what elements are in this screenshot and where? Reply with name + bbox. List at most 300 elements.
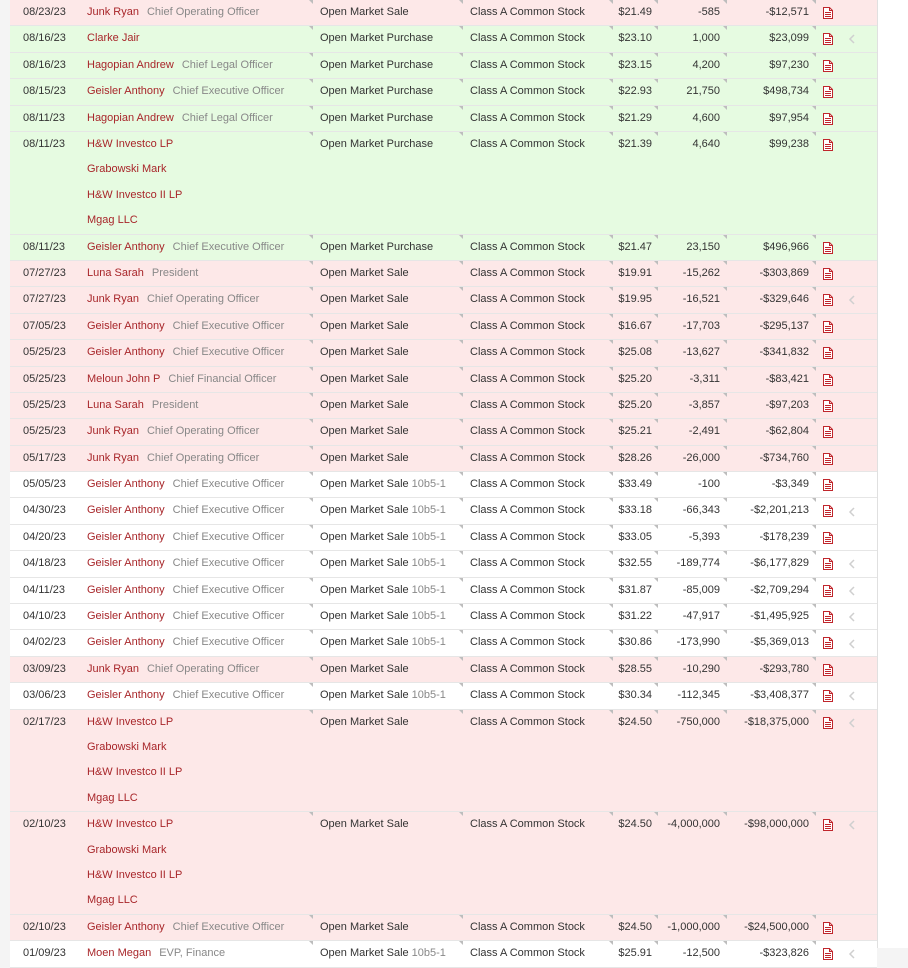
insider-name-link[interactable]: Junk Ryan (87, 293, 139, 306)
security-type: Class A Common Stock (470, 662, 585, 675)
table-row[interactable] (10, 393, 877, 419)
trade-date: 07/27/23 (23, 293, 66, 306)
insider-title: President (151, 398, 199, 411)
insider-title: Chief Operating Officer (146, 662, 260, 675)
quantity: -16,521 (682, 293, 720, 306)
insider-name-link[interactable]: Geisler Anthony (87, 557, 165, 570)
transaction-type: Open Market Purchase (320, 240, 434, 253)
insider-name-link[interactable]: H&W Investco II LP (87, 188, 183, 201)
table-row[interactable] (10, 287, 877, 313)
document-icon[interactable] (823, 922, 833, 934)
row-line (10, 0, 877, 25)
transaction-type: Open Market Sale 10b5-1 (320, 610, 446, 623)
insider-cell (87, 0, 259, 25)
security-type: Class A Common Stock (470, 451, 585, 464)
value: -$329,646 (759, 293, 809, 306)
row-line (10, 261, 877, 286)
security-type: Class A Common Stock (470, 583, 585, 596)
insider-name-link[interactable]: Geisler Anthony (87, 240, 165, 253)
trade-date: 04/02/23 (23, 636, 66, 649)
security-type: Class A Common Stock (470, 818, 585, 831)
price: $22.93 (618, 85, 652, 98)
document-icon[interactable] (823, 113, 833, 125)
quantity: -10,290 (682, 662, 720, 675)
value: -$3,349 (771, 478, 809, 491)
value: -$178,239 (759, 530, 809, 543)
row-line (10, 472, 877, 497)
insider-name-link[interactable]: Geisler Anthony (87, 346, 165, 359)
insider-title: EVP, Finance (159, 947, 226, 960)
value: -$2,201,213 (750, 504, 809, 517)
chevron-left-icon[interactable] (845, 818, 859, 832)
value: -$97,203 (765, 398, 809, 411)
security-type: Class A Common Stock (470, 137, 585, 150)
value: -$295,137 (759, 319, 809, 332)
insider-cell (87, 419, 259, 444)
insider-title: Chief Executive Officer (172, 240, 285, 253)
quantity: -585 (697, 6, 720, 18)
trade-date: 07/05/23 (23, 319, 66, 332)
insider-title: Chief Executive Officer (172, 689, 285, 702)
table-row[interactable] (10, 53, 877, 79)
document-icon[interactable] (823, 7, 833, 19)
value: $97,230 (769, 58, 809, 71)
row-line (10, 446, 877, 471)
transaction-type: Open Market Sale 10b5-1 (320, 530, 446, 543)
row-line (10, 498, 877, 523)
table-row[interactable] (10, 340, 877, 366)
table-row[interactable] (10, 132, 877, 235)
insider-name-link[interactable]: Junk Ryan (87, 662, 139, 675)
insider-name-link[interactable]: Geisler Anthony (87, 920, 165, 933)
row-line (10, 760, 877, 785)
insider-name-link[interactable]: Clarke Jair (87, 32, 140, 45)
transaction-type: Open Market Sale (320, 346, 409, 359)
security-type: Class A Common Stock (470, 920, 585, 933)
quantity: -13,627 (682, 346, 720, 359)
security-type: Class A Common Stock (470, 636, 585, 649)
row-line (10, 157, 877, 182)
insider-name-link[interactable]: H&W Investco II LP (87, 766, 183, 779)
table-row[interactable] (10, 446, 877, 472)
trade-date: 05/05/23 (23, 478, 66, 491)
insider-name-link[interactable]: Geisler Anthony (87, 504, 165, 517)
security-type: Class A Common Stock (470, 689, 585, 702)
chevron-left-icon[interactable] (845, 947, 859, 961)
table-row[interactable] (10, 604, 877, 630)
insider-title: Chief Executive Officer (172, 530, 285, 543)
table-row[interactable] (10, 106, 877, 132)
price: $23.15 (618, 58, 652, 71)
insider-title: Chief Executive Officer (172, 920, 285, 933)
insider-title: Chief Operating Officer (146, 6, 260, 18)
quantity: -26,000 (682, 451, 720, 464)
insider-title: Chief Executive Officer (172, 557, 285, 570)
row-line (10, 786, 877, 811)
row-line (10, 812, 877, 837)
trade-date: 04/30/23 (23, 504, 66, 517)
value: -$24,500,000 (744, 920, 809, 933)
price: $25.91 (618, 947, 652, 960)
value: $99,238 (769, 137, 809, 150)
insider-cell (87, 657, 259, 682)
insider-cell (87, 915, 284, 940)
insider-name-link[interactable]: Hagopian Andrew (87, 58, 174, 71)
insider-cell (87, 314, 284, 339)
insider-cell (87, 863, 182, 888)
quantity: -17,703 (682, 319, 720, 332)
document-icon[interactable] (823, 294, 833, 306)
value: -$323,826 (759, 947, 809, 960)
value: -$1,495,925 (750, 610, 809, 623)
document-icon[interactable] (823, 690, 833, 702)
insider-cell (87, 235, 284, 260)
transaction-type: Open Market Purchase (320, 32, 434, 45)
insider-cell (87, 106, 273, 131)
insider-cell (87, 79, 284, 104)
transaction-type: Open Market Sale 10b5-1 (320, 504, 446, 517)
insider-name-link[interactable]: Geisler Anthony (87, 319, 165, 332)
table-row[interactable] (10, 630, 877, 656)
document-icon[interactable] (823, 426, 833, 438)
trade-date: 08/16/23 (23, 58, 66, 71)
quantity: -1,000,000 (667, 920, 720, 933)
document-icon[interactable] (823, 611, 833, 623)
insider-name-link[interactable]: Mgag LLC (87, 214, 138, 227)
table-row[interactable] (10, 367, 877, 393)
trade-date: 07/27/23 (23, 266, 66, 279)
table-row[interactable] (10, 472, 877, 498)
value: $97,954 (769, 111, 809, 124)
insider-title: Chief Legal Officer (181, 58, 273, 71)
row-line (10, 838, 877, 863)
document-icon[interactable] (823, 321, 833, 333)
price: $28.26 (618, 451, 652, 464)
value: -$98,000,000 (744, 818, 809, 831)
insider-name-link[interactable]: Grabowski Mark (87, 843, 167, 856)
quantity: 4,600 (692, 111, 720, 124)
table-row[interactable] (10, 314, 877, 340)
price: $24.50 (618, 818, 652, 831)
transaction-type: Open Market Sale (320, 715, 409, 728)
insider-name-link[interactable]: Geisler Anthony (87, 689, 165, 702)
insider-cell (87, 838, 166, 863)
quantity: -173,990 (676, 636, 720, 649)
document-icon[interactable] (823, 479, 833, 491)
table-row[interactable] (10, 915, 877, 941)
insider-name-link[interactable]: Moen Megan (87, 947, 152, 960)
plan-badge: 10b5-1 (411, 636, 446, 649)
table-row[interactable] (10, 261, 877, 287)
value: -$6,177,829 (750, 557, 809, 570)
insider-name-link[interactable]: Grabowski Mark (87, 163, 167, 176)
trade-date: 08/15/23 (23, 85, 66, 98)
insider-name-link[interactable]: Geisler Anthony (87, 583, 165, 596)
quantity: -100 (697, 478, 720, 491)
security-type: Class A Common Stock (470, 504, 585, 517)
value: -$734,760 (759, 451, 809, 464)
transaction-type: Open Market Sale (320, 293, 409, 306)
value: -$303,869 (759, 266, 809, 279)
table-row[interactable] (10, 235, 877, 261)
quantity: -66,343 (682, 504, 720, 517)
insider-title: Chief Executive Officer (172, 504, 285, 517)
insider-title: Chief Executive Officer (172, 610, 285, 623)
insider-cell (87, 604, 284, 629)
insider-name-link[interactable]: Geisler Anthony (87, 478, 165, 491)
value: -$12,571 (765, 6, 809, 18)
transaction-type: Open Market Sale (320, 425, 409, 438)
row-line (10, 735, 877, 760)
insider-title: Chief Operating Officer (146, 451, 260, 464)
insider-title: Chief Executive Officer (172, 583, 285, 596)
insider-cell (87, 393, 198, 418)
row-line (10, 287, 877, 312)
trade-date: 08/16/23 (23, 32, 66, 45)
transaction-type: Open Market Sale 10b5-1 (320, 478, 446, 491)
insider-name-link[interactable]: Geisler Anthony (87, 636, 165, 649)
security-type: Class A Common Stock (470, 530, 585, 543)
table-row[interactable] (10, 525, 877, 551)
chevron-left-icon[interactable] (845, 716, 859, 730)
quantity: -47,917 (682, 610, 720, 623)
row-line (10, 657, 877, 682)
table-row[interactable] (10, 79, 877, 105)
row-line (10, 578, 877, 603)
insider-cell (87, 888, 138, 913)
table-row[interactable] (10, 657, 877, 683)
transaction-type: Open Market Sale 10b5-1 (320, 636, 446, 649)
row-line (10, 419, 877, 444)
insider-cell (87, 208, 138, 233)
trade-date: 01/09/23 (23, 947, 66, 960)
document-icon[interactable] (823, 453, 833, 465)
insider-name-link[interactable]: Geisler Anthony (87, 610, 165, 623)
insider-name-link[interactable]: Geisler Anthony (87, 85, 165, 98)
price: $21.39 (618, 137, 652, 150)
trade-date: 03/06/23 (23, 689, 66, 702)
insider-name-link[interactable]: H&W Investco LP (87, 715, 174, 728)
security-type: Class A Common Stock (470, 346, 585, 359)
trade-date: 04/10/23 (23, 610, 66, 623)
security-type: Class A Common Stock (470, 557, 585, 570)
document-icon[interactable] (823, 532, 833, 544)
quantity: -4,000,000 (667, 818, 720, 831)
table-row[interactable] (10, 710, 877, 813)
transaction-type: Open Market Sale (320, 818, 409, 831)
plan-badge: 10b5-1 (411, 583, 446, 596)
table-row[interactable] (10, 26, 877, 52)
row-line (10, 132, 877, 157)
transaction-type: Open Market Sale (320, 451, 409, 464)
insider-name-link[interactable]: Junk Ryan (87, 6, 139, 18)
insider-name-link[interactable]: Geisler Anthony (87, 530, 165, 543)
table-row[interactable] (10, 812, 877, 915)
transaction-type: Open Market Sale 10b5-1 (320, 583, 446, 596)
document-icon[interactable] (823, 86, 833, 98)
insider-cell (87, 812, 173, 837)
insider-name-link[interactable]: Junk Ryan (87, 451, 139, 464)
chevron-left-icon[interactable] (845, 32, 859, 46)
insider-cell (87, 53, 273, 78)
table-row[interactable] (10, 498, 877, 524)
security-type: Class A Common Stock (470, 266, 585, 279)
quantity: -12,500 (682, 947, 720, 960)
document-icon[interactable] (823, 717, 833, 729)
table-row[interactable] (10, 578, 877, 604)
insider-name-link[interactable]: Luna Sarah (87, 266, 144, 279)
transaction-type: Open Market Purchase (320, 137, 434, 150)
security-type: Class A Common Stock (470, 240, 585, 253)
table-row[interactable] (10, 941, 877, 967)
price: $25.20 (618, 398, 652, 411)
document-icon[interactable] (823, 60, 833, 72)
value: -$5,369,013 (750, 636, 809, 649)
table-row[interactable] (10, 551, 877, 577)
chevron-left-icon[interactable] (845, 584, 859, 598)
insider-title: Chief Operating Officer (146, 425, 260, 438)
price: $16.67 (618, 319, 652, 332)
side-collapse-rail (877, 0, 908, 948)
document-icon[interactable] (823, 33, 833, 45)
security-type: Class A Common Stock (470, 372, 585, 385)
trade-date: 02/17/23 (23, 715, 66, 728)
row-line (10, 26, 877, 51)
table-row[interactable] (10, 0, 877, 26)
row-line (10, 888, 877, 913)
insider-cell (87, 183, 182, 208)
insider-cell (87, 941, 225, 966)
trade-date: 04/11/23 (23, 583, 66, 596)
row-line (10, 915, 877, 940)
price: $31.87 (618, 583, 652, 596)
value: $498,734 (763, 85, 809, 98)
price: $33.18 (618, 504, 652, 517)
price: $23.10 (618, 32, 652, 45)
row-line (10, 340, 877, 365)
row-line (10, 604, 877, 629)
document-icon[interactable] (823, 268, 833, 280)
trade-date: 08/11/23 (23, 137, 66, 150)
insider-cell (87, 735, 166, 760)
insider-cell (87, 710, 173, 735)
price: $33.49 (618, 478, 652, 491)
row-line (10, 525, 877, 550)
value: $496,966 (763, 240, 809, 253)
row-line (10, 630, 877, 655)
trade-date: 05/25/23 (23, 372, 66, 385)
transaction-type: Open Market Sale (320, 266, 409, 279)
insider-name-link[interactable]: H&W Investco II LP (87, 868, 183, 881)
document-icon[interactable] (823, 819, 833, 831)
insider-name-link[interactable]: Meloun John P (87, 372, 161, 385)
insider-title: Chief Operating Officer (146, 293, 260, 306)
row-line (10, 710, 877, 735)
insider-cell (87, 157, 166, 182)
row-line (10, 106, 877, 131)
security-type: Class A Common Stock (470, 58, 585, 71)
plan-badge: 10b5-1 (411, 530, 446, 543)
insider-name-link[interactable]: Mgag LLC (87, 894, 138, 907)
chevron-left-icon[interactable] (845, 293, 859, 307)
row-line (10, 183, 877, 208)
trade-date: 04/20/23 (23, 530, 66, 543)
document-icon[interactable] (823, 347, 833, 359)
trade-date: 04/18/23 (23, 557, 66, 570)
document-icon[interactable] (823, 558, 833, 570)
price: $25.21 (618, 425, 652, 438)
chevron-left-icon[interactable] (845, 610, 859, 624)
price: $21.29 (618, 111, 652, 124)
insider-name-link[interactable]: Mgag LLC (87, 791, 138, 804)
row-line (10, 941, 877, 966)
row-line (10, 683, 877, 708)
security-type: Class A Common Stock (470, 6, 585, 18)
document-icon[interactable] (823, 374, 833, 386)
quantity: -189,774 (676, 557, 720, 570)
insider-name-link[interactable]: Hagopian Andrew (87, 111, 174, 124)
plan-badge: 10b5-1 (411, 557, 446, 570)
insider-name-link[interactable]: Luna Sarah (87, 398, 144, 411)
row-line (10, 551, 877, 576)
insider-cell (87, 498, 284, 523)
table-row[interactable] (10, 683, 877, 709)
insider-name-link[interactable]: Junk Ryan (87, 425, 139, 438)
chevron-left-icon[interactable] (845, 689, 859, 703)
price: $25.20 (618, 372, 652, 385)
security-type: Class A Common Stock (470, 947, 585, 960)
insider-cell (87, 287, 259, 312)
trade-date: 05/25/23 (23, 425, 66, 438)
quantity: -15,262 (682, 266, 720, 279)
price: $28.55 (618, 662, 652, 675)
document-icon[interactable] (823, 664, 833, 676)
security-type: Class A Common Stock (470, 425, 585, 438)
value: -$341,832 (759, 346, 809, 359)
plan-badge: 10b5-1 (411, 478, 446, 491)
insider-name-link[interactable]: H&W Investco LP (87, 818, 174, 831)
document-icon[interactable] (823, 637, 833, 649)
chevron-left-icon[interactable] (845, 505, 859, 519)
value: -$18,375,000 (744, 715, 809, 728)
trade-date: 05/25/23 (23, 398, 66, 411)
insider-cell (87, 340, 284, 365)
insider-cell (87, 786, 138, 811)
trade-date: 08/23/23 (23, 6, 66, 18)
row-line (10, 863, 877, 888)
document-icon[interactable] (823, 585, 833, 597)
chevron-left-icon[interactable] (845, 637, 859, 651)
chevron-left-icon[interactable] (845, 557, 859, 571)
insider-title: Chief Legal Officer (181, 111, 273, 124)
document-icon[interactable] (823, 139, 833, 151)
document-icon[interactable] (823, 400, 833, 412)
insider-name-link[interactable]: H&W Investco LP (87, 137, 174, 150)
quantity: 4,640 (692, 137, 720, 150)
value: $23,099 (769, 32, 809, 45)
document-icon[interactable] (823, 505, 833, 517)
trade-date: 08/11/23 (23, 240, 66, 253)
insider-title: Chief Executive Officer (172, 478, 285, 491)
table-row[interactable] (10, 419, 877, 445)
price: $31.22 (618, 610, 652, 623)
document-icon[interactable] (823, 242, 833, 254)
insider-title: Chief Executive Officer (172, 636, 285, 649)
insider-cell (87, 472, 284, 497)
plan-badge: 10b5-1 (411, 504, 446, 517)
insider-name-link[interactable]: Grabowski Mark (87, 740, 167, 753)
document-icon[interactable] (823, 948, 833, 960)
